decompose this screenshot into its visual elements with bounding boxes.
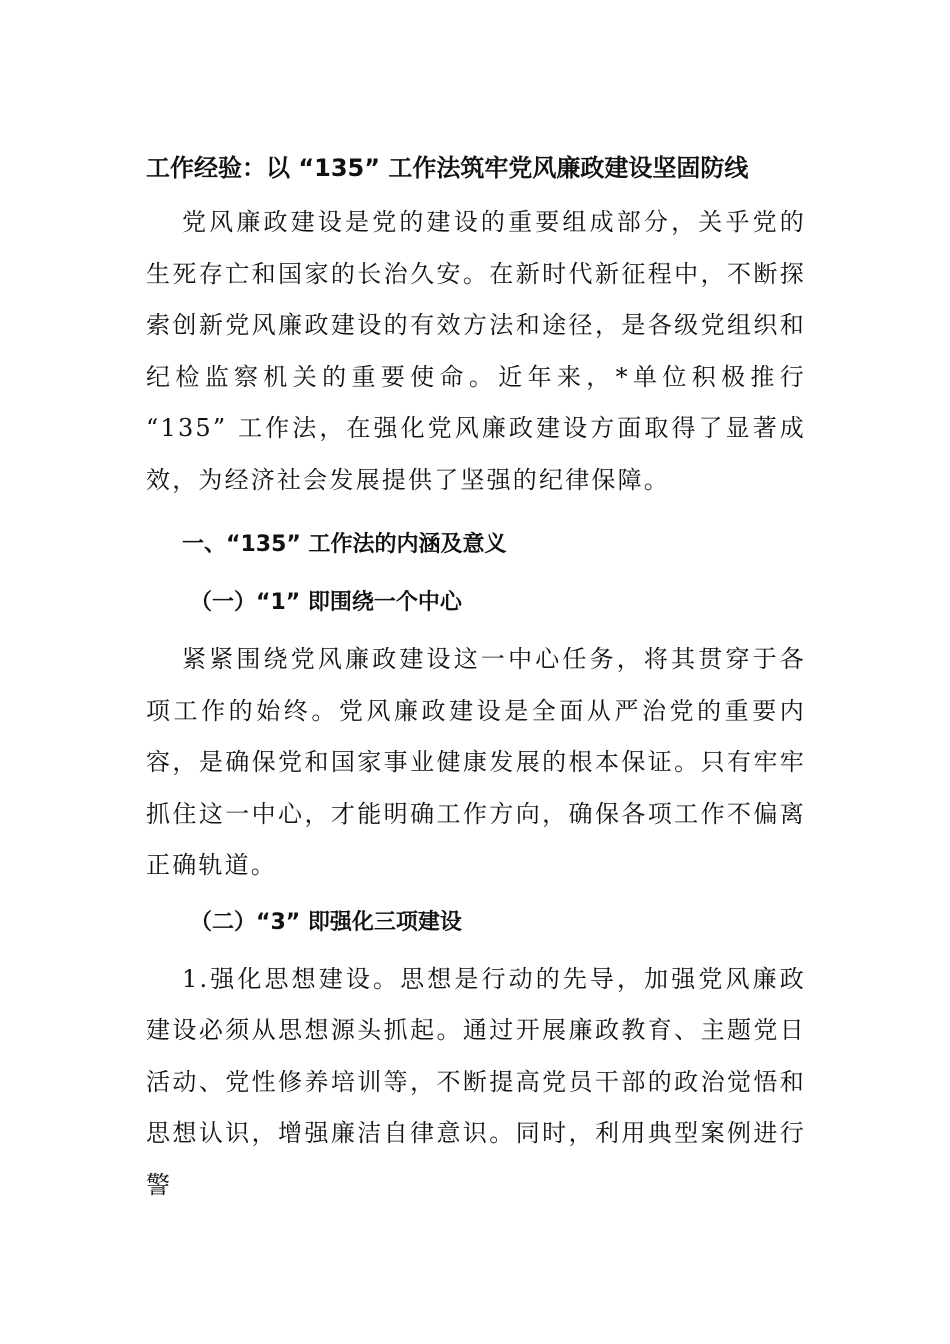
subsection-2-paragraph: 1.强化思想建设。思想是行动的先导，加强党风廉政建设必须从思想源头抓起。通过开展廉政教育、主题党日活动、党性修养培训等，不断提高党员干部的政治觉悟和思想认识，增强廉洁自律意识。同时，利用典型案例进行警 [146, 964, 806, 1199]
subsection-heading-1: （一）“1” 即围绕一个中心 [190, 590, 462, 615]
document-title: 工作经验：以 “135” 工作法筑牢党风廉政建设坚固防线 [146, 154, 749, 182]
subsection-heading-2: （二）“3” 即强化三项建设 [190, 909, 462, 935]
section-heading-1: 一、“135” 工作法的内涵及意义 [182, 532, 507, 557]
subsection-1-paragraph: 紧紧围绕党风廉政建设这一中心任务，将其贯穿于各项工作的始终。党风廉政建设是全面从严治党的重要内容，是确保党和国家事业健康发展的根本保证。只有牢牢抓住这一中心，才能明确工作方向，确保各项工作不偏离正确轨道。 [146, 645, 806, 879]
intro-paragraph: 党风廉政建设是党的建设的重要组成部分，关乎党的生死存亡和国家的长治久安。在新时代新征程中，不断探索创新党风廉政建设的有效方法和途径，是各级党组织和纪检监察机关的重要使命。近年来，*单位积极推行 “135” 工作法，在强化党风廉政建设方面取得了显著成效，为经济社会发展提供了坚强的纪律保障。 [146, 208, 806, 494]
document-page [146, 152, 806, 1211]
